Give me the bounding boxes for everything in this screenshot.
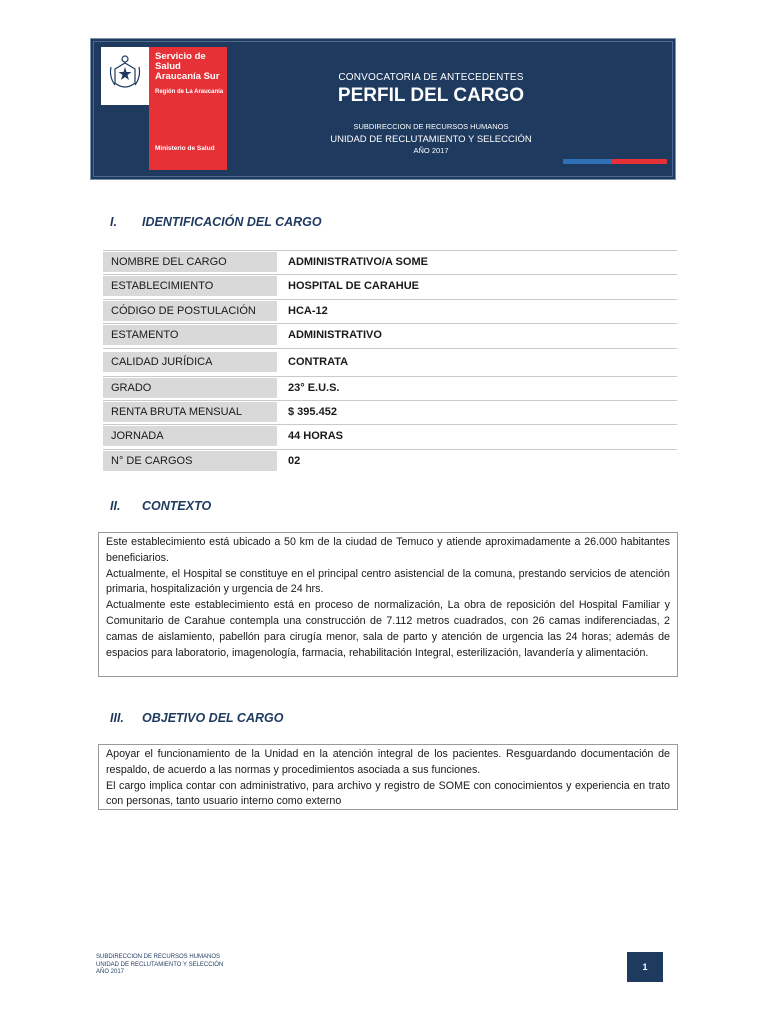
section-heading-objective [110, 711, 283, 725]
table-row [103, 424, 677, 448]
row-label: CÓDIGO DE POSTULACIÓN [103, 301, 277, 321]
context-paragraph: Este establecimiento está ubicado a 50 km de la ciudad de Temuco y atiende aproximadamente a 26.000 habitantes beneficiarios. [106, 536, 670, 564]
row-value: $ 395.452 [288, 405, 337, 418]
footer [96, 954, 223, 977]
logo-red-panel [149, 47, 227, 170]
section-heading-identification [110, 215, 322, 229]
row-value: 02 [288, 454, 301, 467]
subtitle-unit: UNIDAD DE RECLUTAMIENTO Y SELECCIÓN [330, 134, 532, 145]
accent-bar-red [611, 159, 667, 164]
subtitle-department: SUBDIRECCION DE RECURSOS HUMANOS [353, 122, 509, 131]
footer-unit: UNIDAD DE RECLUTAMIENTO Y SELECCIÓN [96, 961, 224, 968]
accent-bar-blue [563, 159, 611, 164]
row-label: CALIDAD JURÍDICA [103, 352, 277, 372]
government-crest-icon [101, 47, 149, 105]
context-paragraph: Actualmente este establecimiento está en proceso de normalización, La obra de reposición del Hospital Familiar y Comunitario de Carahue contempla una construcción de 7.112 metros cuadrados, con 26 camas indiferenciadas, 2 camas de aislamiento, pabellón para cirugía menor, sala de parto y atención de urgencia las 24 horas; además de espacios para laboratorio, imagenología, farmacia, rehabilitación Integral, esterilización, lavandería y alimentación. [106, 599, 670, 659]
table-row [103, 299, 677, 323]
footer-department: SUBDIRECCION DE RECURSOS HUMANOS [96, 954, 221, 960]
section-number: III. [110, 711, 124, 725]
context-box [98, 532, 678, 677]
section-title: IDENTIFICACIÓN DEL CARGO [142, 215, 322, 229]
footer-year: AÑO 2017 [96, 969, 125, 975]
table-row [103, 348, 677, 376]
objective-box [98, 744, 678, 810]
row-value: ADMINISTRATIVO/A SOME [288, 256, 428, 268]
row-value: HCA-12 [288, 304, 328, 317]
section-title: CONTEXTO [142, 499, 212, 513]
row-label: NOMBRE DEL CARGO [103, 252, 277, 272]
section-title: OBJETIVO DEL CARGO [142, 711, 284, 725]
section-heading-context [110, 499, 211, 513]
org-name: Servicio de Salud Araucanía Sur [155, 51, 220, 82]
table-row [103, 449, 677, 473]
row-value: 23° E.U.S. [288, 381, 340, 394]
row-label: ESTAMENTO [103, 325, 277, 345]
table-row [103, 376, 677, 400]
table-row [103, 274, 677, 298]
ministry-label: Ministerio de Salud [155, 145, 215, 152]
row-label: RENTA BRUTA MENSUAL [103, 402, 277, 422]
table-row [103, 400, 677, 424]
identification-table [103, 250, 677, 473]
row-label: GRADO [103, 378, 277, 398]
row-value: ADMINISTRATIVO [288, 329, 382, 342]
row-value: CONTRATA [288, 355, 349, 368]
section-number: I. [110, 215, 117, 229]
context-paragraph: Actualmente, el Hospital se constituye en el principal centro asistencial de la comuna, prestando servicios de atención primaria, hospitalización y urgencia de 24 hrs. [106, 567, 670, 596]
section-number: II. [110, 499, 121, 513]
subtitle-year: AÑO 2017 [413, 146, 449, 155]
logo-blue-block [101, 105, 149, 170]
objective-paragraph: Apoyar el funcionamiento de la Unidad en la atención integral de los pacientes. Resguardando documentación de respaldo, de acuerdo a las normas y procedimientos asociada a sus funciones. [106, 748, 670, 776]
row-label: JORNADA [103, 426, 277, 446]
page-number: 1 [627, 952, 663, 982]
table-row [103, 323, 677, 347]
region-label: Región de La Araucanía [155, 89, 224, 95]
row-value: 44 HORAS [288, 430, 344, 443]
header-banner [90, 38, 676, 180]
call-title: CONVOCATORIA DE ANTECEDENTES [338, 72, 524, 83]
page-title: PERFIL DEL CARGO [337, 85, 525, 106]
row-label: N° DE CARGOS [103, 451, 277, 471]
row-value: HOSPITAL DE CARAHUE [288, 280, 419, 293]
row-label: ESTABLECIMIENTO [103, 276, 277, 296]
objective-paragraph: El cargo implica contar con administrativo, para archivo y registro de SOME con conocimientos y experiencia en trato con personas, tanto usuario interno como externo [106, 779, 670, 808]
table-row [103, 250, 677, 274]
